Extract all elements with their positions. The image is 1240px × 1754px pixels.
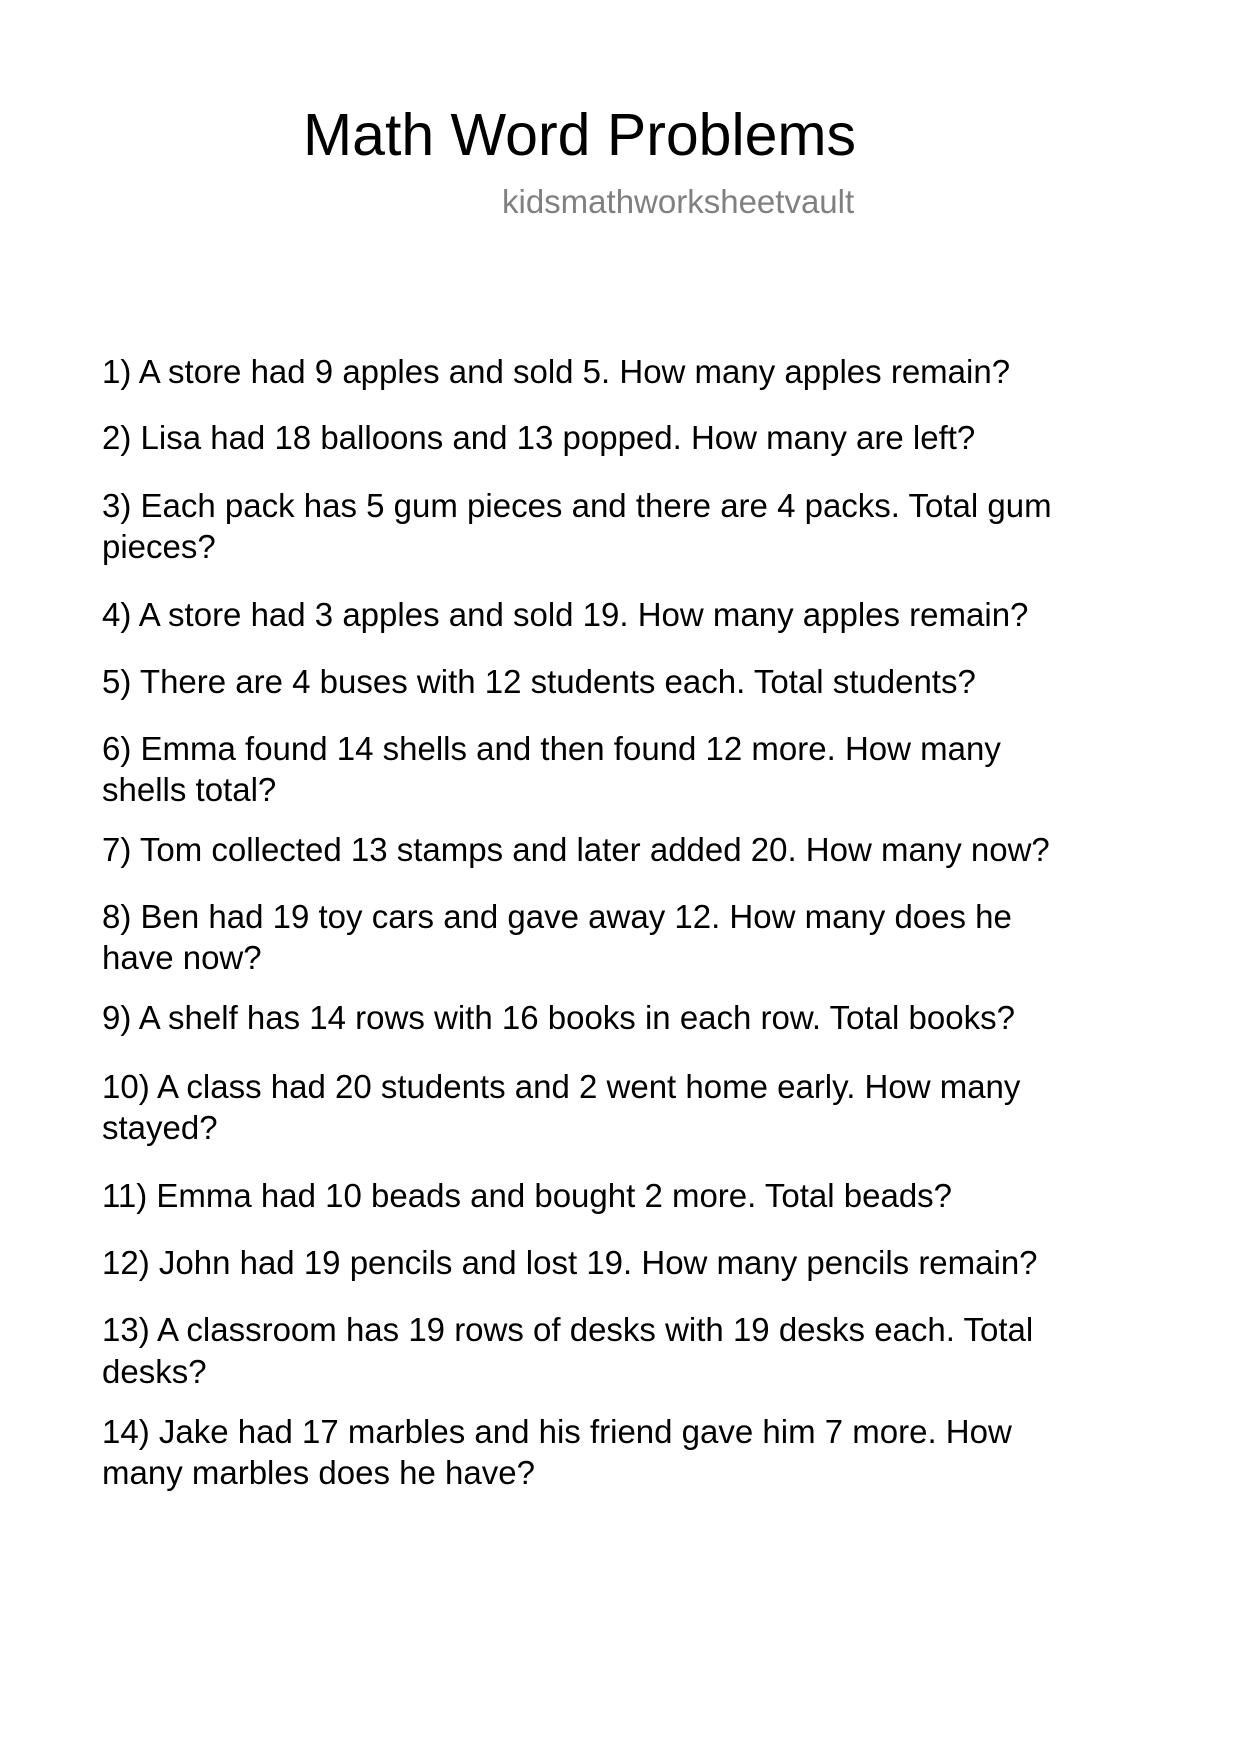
problem-text-continued: pieces?	[102, 528, 216, 565]
problem-text: 13) A classroom has 19 rows of desks with 19 desks each. Total	[102, 1311, 1034, 1348]
problem-text: 12) John had 19 pencils and lost 19. How many pencils remain?	[102, 1244, 1038, 1281]
problem-text-continued: many marbles does he have?	[102, 1454, 535, 1491]
page-title: Math Word Problems	[303, 102, 857, 168]
problem-text-continued: desks?	[102, 1353, 207, 1390]
source-watermark: kidsmathworksheetvault	[502, 183, 855, 220]
problem-text: 2) Lisa had 18 balloons and 13 popped. How many are left?	[102, 419, 976, 456]
problem-text-continued: stayed?	[102, 1109, 218, 1146]
problem-text: 7) Tom collected 13 stamps and later added 20. How many now?	[102, 831, 1050, 868]
problem-text: 14) Jake had 17 marbles and his friend gave him 7 more. How	[102, 1413, 1012, 1450]
problem-text: 5) There are 4 buses with 12 students each. Total students?	[102, 663, 976, 700]
problem-text: 9) A shelf has 14 rows with 16 books in each row. Total books?	[102, 999, 1015, 1036]
problem-text-continued: shells total?	[102, 771, 277, 808]
problem-text: 11) Emma had 10 beads and bought 2 more. Total beads?	[102, 1177, 953, 1214]
problem-text: 10) A class had 20 students and 2 went home early. How many	[102, 1068, 1021, 1105]
problem-text: 4) A store had 3 apples and sold 19. How many apples remain?	[102, 596, 1029, 633]
problem-text: 1) A store had 9 apples and sold 5. How many apples remain?	[102, 353, 1011, 390]
problem-text: 8) Ben had 19 toy cars and gave away 12. How many does he	[102, 898, 1012, 935]
problem-text: 6) Emma found 14 shells and then found 12 more. How many	[102, 730, 1001, 767]
problem-text-continued: have now?	[102, 939, 262, 976]
problem-text: 3) Each pack has 5 gum pieces and there are 4 packs. Total gum	[102, 487, 1052, 524]
